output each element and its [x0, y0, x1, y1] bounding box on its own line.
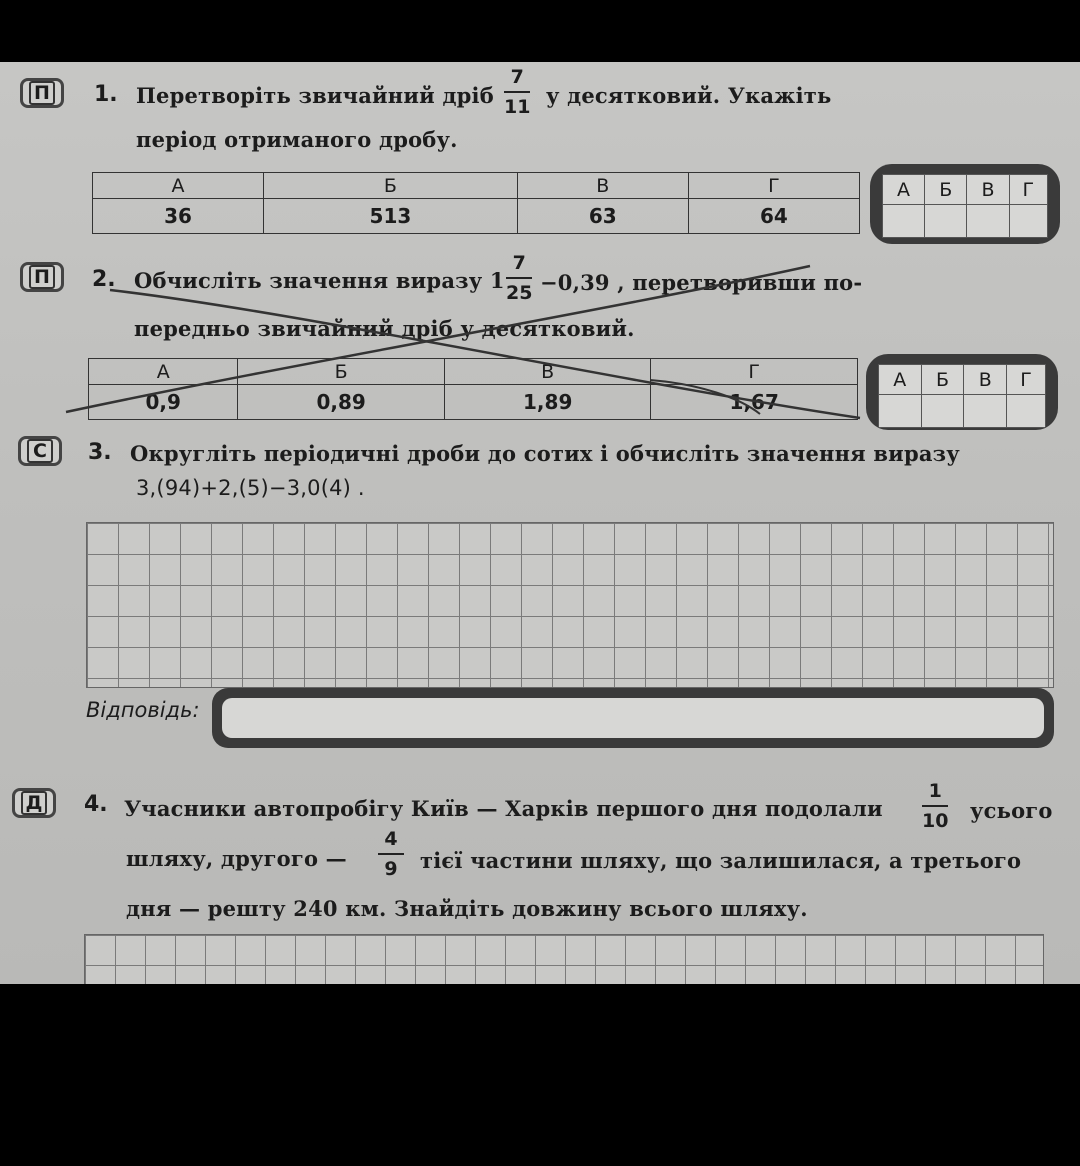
option-value: 36: [93, 199, 264, 234]
fraction-numerator: 7: [510, 66, 524, 88]
answer-label: Відповідь:: [86, 698, 200, 722]
task-number: 4.: [84, 792, 108, 817]
fraction-bar: [922, 805, 948, 807]
option-header: В: [517, 173, 688, 199]
fraction-numerator: 7: [512, 252, 526, 274]
option-header: Г: [688, 173, 859, 199]
task4-text-line2-part1: шляху, другого —: [126, 846, 347, 871]
answer-field-task3[interactable]: [212, 688, 1054, 748]
answer-letter: Б: [925, 175, 967, 205]
option-header: Б: [264, 173, 518, 199]
option-header: А: [93, 173, 264, 199]
answer-letter: А: [879, 365, 922, 395]
task4-text-line3: дня — решту 240 км. Знайдіть довжину всього шляху.: [126, 896, 808, 921]
task-number: 1.: [94, 82, 118, 107]
task1-text-part1: Перетворіть звичайний дріб: [136, 83, 494, 108]
option-header: А: [89, 359, 238, 385]
fraction-bar: [378, 853, 404, 855]
answer-field-inner[interactable]: [222, 698, 1044, 738]
fraction-denominator: 10: [922, 810, 949, 832]
fraction-denominator: 9: [384, 858, 398, 880]
option-value: 0,89: [238, 385, 445, 420]
task1-text-part2: у десятковий. Укажіть: [546, 83, 832, 108]
option-value: 513: [264, 199, 518, 234]
level-letter: П: [29, 81, 55, 105]
option-value: 0,9: [89, 385, 238, 420]
fraction-numerator: 4: [384, 828, 398, 850]
option-header: Г: [651, 359, 858, 385]
answer-letter: Г: [1007, 365, 1046, 395]
option-value: 1,89: [444, 385, 651, 420]
fraction-denominator: 25: [506, 282, 533, 304]
task2-text-part1: Обчисліть значення виразу 1: [134, 268, 505, 293]
fraction-denominator: 11: [504, 96, 531, 118]
task3-expression: 3,(94)+2,(5)−3,0(4) .: [136, 476, 365, 500]
option-header: В: [444, 359, 651, 385]
workbook-page: [0, 62, 1080, 984]
task4-text-line2-part2: тієї частини шляху, що залишилася, а третього: [420, 848, 1022, 873]
fraction-numerator: 1: [928, 780, 942, 802]
solution-grid-task4[interactable]: [84, 934, 1044, 984]
option-value: 64: [688, 199, 859, 234]
answer-letter: В: [967, 175, 1009, 205]
answer-letter: А: [883, 175, 925, 205]
level-letter: Д: [21, 791, 47, 815]
option-value: 63: [517, 199, 688, 234]
task2-text-line2: передньо звичайний дріб у десятковий.: [134, 316, 635, 341]
fraction-4-9: [378, 828, 404, 880]
fraction-1-10: [922, 780, 948, 832]
task4-text-part1: Учасники автопробігу Київ — Харків першого дня подолали: [124, 796, 883, 821]
task1-text-line2: період отриманого дробу.: [136, 127, 458, 152]
task-number: 2.: [92, 267, 116, 292]
option-header: Б: [238, 359, 445, 385]
solution-grid-task3[interactable]: [86, 522, 1054, 688]
level-badge-task3: [18, 436, 62, 466]
level-letter: П: [29, 265, 55, 289]
option-value: 1,67: [651, 385, 858, 420]
task3-text-line1: Округліть періодичні дроби до сотих і обчисліть значення виразу: [130, 441, 960, 466]
level-letter: С: [27, 439, 53, 463]
answer-letter: Г: [1009, 175, 1047, 205]
task4-text-part2: усього: [970, 798, 1053, 823]
task2-text-part2: −0,39 , перетворивши по-: [540, 270, 863, 295]
level-badge-task4: [12, 788, 56, 818]
task-number: 3.: [88, 440, 112, 465]
answer-letter: В: [964, 365, 1007, 395]
answer-letter: Б: [921, 365, 964, 395]
